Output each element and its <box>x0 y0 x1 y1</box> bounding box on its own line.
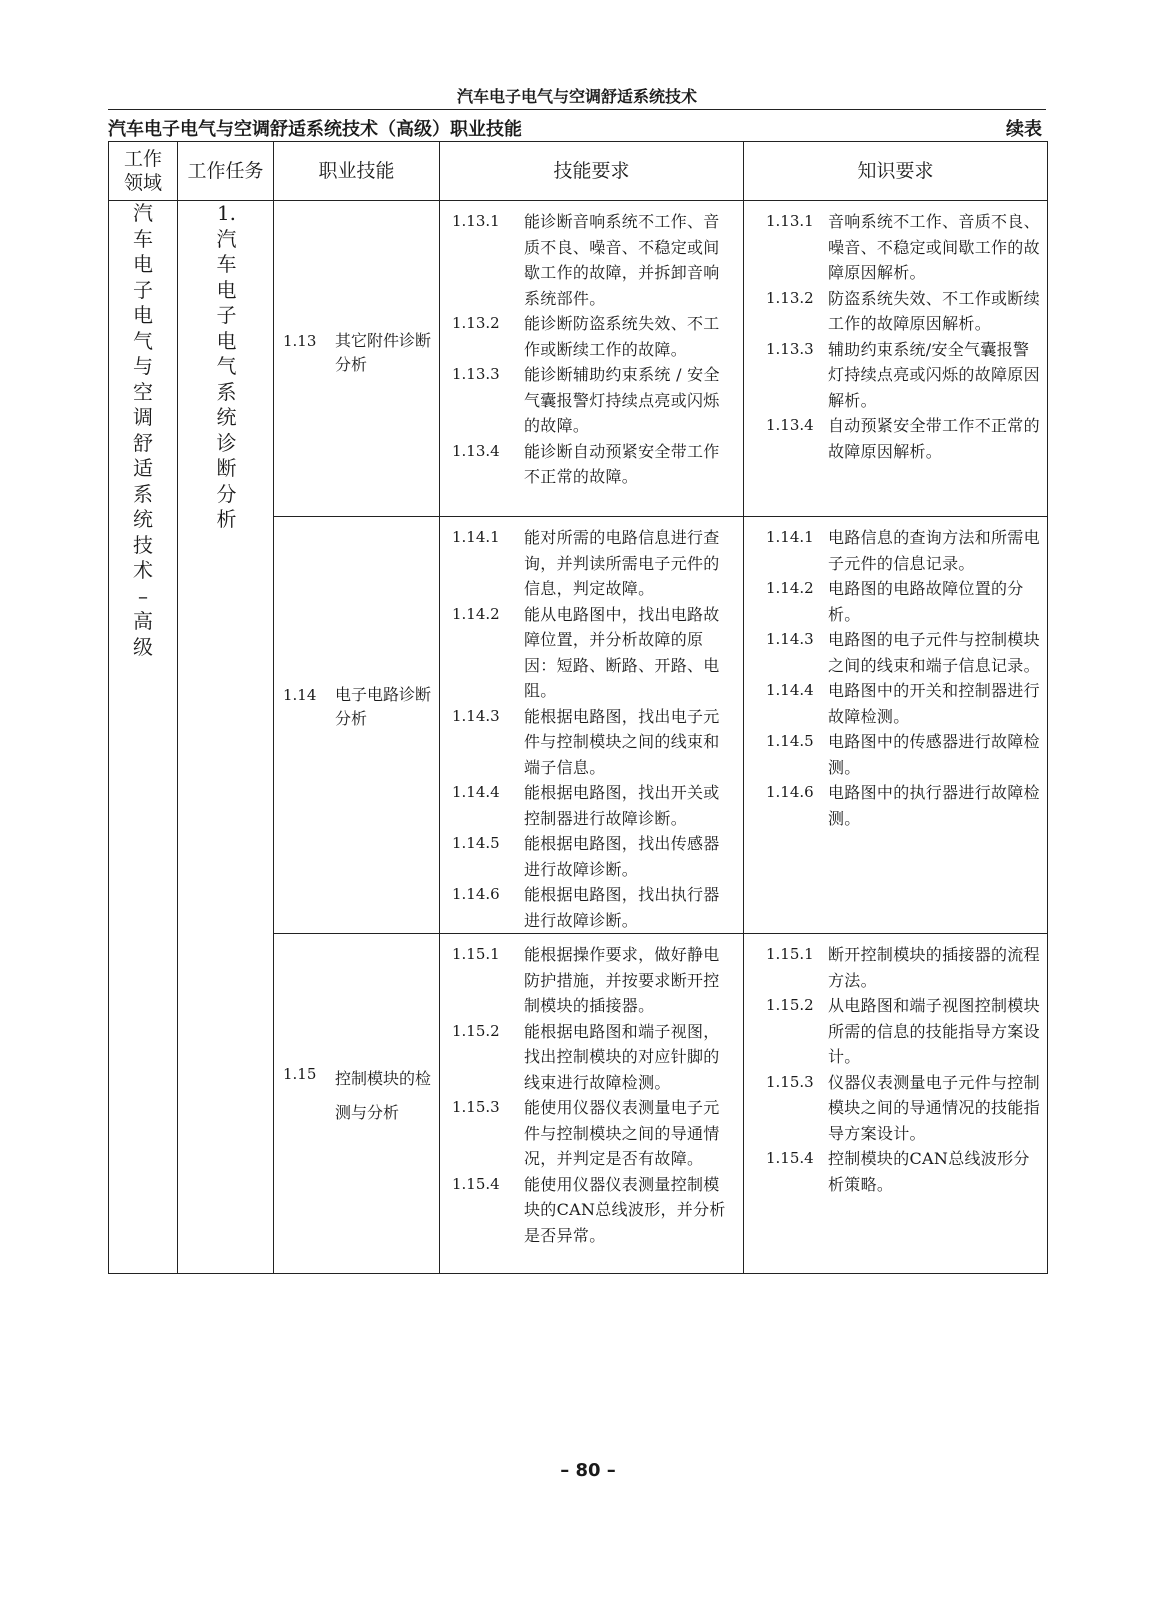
knowledge-req-text: 控制模块的CAN总线波形分析策略。 <box>828 1149 1030 1194</box>
knowledge-req-item <box>744 729 1047 780</box>
knowledge-req-text: 电路信息的查询方法和所需电子元件的信息记录。 <box>828 528 1040 573</box>
work-area-char: 调 <box>133 405 153 429</box>
knowledge-req-text: 辅助约束系统/安全气囊报警灯持续点亮或闪烁的故障原因解析。 <box>828 339 1040 410</box>
skill-req-number: 1.13.3 <box>452 365 500 383</box>
skill-req-number: 1.14.1 <box>452 528 500 546</box>
knowledge-req-cell <box>744 201 1048 517</box>
skill-req-item <box>440 1172 743 1249</box>
work-task-char: 汽 <box>216 226 237 251</box>
skill-req-item <box>440 882 743 933</box>
work-area-char: 统 <box>133 507 153 531</box>
skill-number: 1.15 <box>283 1065 317 1083</box>
knowledge-req-item <box>744 576 1047 627</box>
skill-req-item <box>440 439 743 490</box>
skill-number: 1.13 <box>283 332 317 350</box>
skill-req-text: 能根据电路图，找出传感器进行故障诊断。 <box>524 834 720 879</box>
work-task-char: 分 <box>216 481 237 506</box>
work-area-char: 电 <box>133 303 153 327</box>
skill-label: 电子电路诊断分析 <box>335 685 432 728</box>
knowledge-req-number: 1.14.6 <box>766 783 814 801</box>
knowledge-req-number: 1.15.3 <box>766 1072 814 1091</box>
skill-req-number: 1.15.3 <box>452 1098 500 1116</box>
skill-req-number: 1.14.5 <box>452 834 500 852</box>
skill-req-item <box>440 1095 743 1172</box>
skill-cell <box>274 517 440 934</box>
skill-req-text: 能对所需的电路信息进行查询，并判读所需电子元件的信息，判定故障。 <box>524 528 720 598</box>
knowledge-req-number: 1.14.1 <box>766 528 814 546</box>
knowledge-req-text: 从电路图和端子视图控制模块所需的信息的技能指导方案设计。 <box>828 996 1040 1066</box>
work-task-char: 1. <box>216 201 237 225</box>
knowledge-req-item <box>744 337 1047 414</box>
skill-label: 其它附件诊断分析 <box>335 331 432 374</box>
skill-req-item <box>440 209 743 311</box>
skill-req-number: 1.13.2 <box>452 314 500 332</box>
work-area-char: 系 <box>133 481 153 506</box>
skill-req-text: 能诊断自动预紧安全带工作不正常的故障。 <box>524 441 720 486</box>
skill-req-item <box>440 942 743 1019</box>
knowledge-req-number: 1.13.1 <box>766 212 814 230</box>
skill-req-number: 1.14.4 <box>452 783 500 801</box>
skill-cell <box>274 934 440 1274</box>
column-header-skill-req: 技能要求 <box>440 142 744 201</box>
work-area-char: 子 <box>133 277 153 302</box>
skill-req-number: 1.13.4 <box>452 441 500 460</box>
skill-req-number: 1.15.2 <box>452 1021 500 1040</box>
knowledge-req-item <box>744 1070 1047 1147</box>
work-area-char: 适 <box>133 456 153 480</box>
work-area-char: 高 <box>133 609 153 633</box>
knowledge-req-text: 电路图中的传感器进行故障检测。 <box>828 732 1040 777</box>
skill-req-text: 能诊断辅助约束系统 / 安全气囊报警灯持续点亮或闪烁的故障。 <box>524 365 720 435</box>
work-task-char: 子 <box>216 303 237 327</box>
page-number: – 80 – <box>560 1460 616 1481</box>
column-header-knowledge-req: 知识要求 <box>744 142 1048 201</box>
knowledge-req-text: 电路图的电路故障位置的分析。 <box>828 579 1024 624</box>
work-area-text <box>109 201 177 660</box>
work-area-char: 技 <box>133 532 153 557</box>
knowledge-req-text: 防盗系统失效、不工作或断续工作的故障原因解析。 <box>828 288 1040 333</box>
knowledge-req-text: 仪器仪表测量电子元件与控制模块之间的导通情况的技能指导方案设计。 <box>828 1072 1040 1143</box>
knowledge-req-item <box>744 993 1047 1070</box>
work-area-char: 汽 <box>133 201 153 225</box>
skill-req-number: 1.15.1 <box>452 945 500 963</box>
running-header: 汽车电子电气与空调舒适系统技术 <box>456 87 697 106</box>
work-task-char: 系 <box>216 379 237 404</box>
table-title-bar <box>108 115 1042 141</box>
knowledge-req-text: 自动预紧安全带工作不正常的故障原因解析。 <box>828 416 1040 461</box>
work-task-char: 断 <box>216 456 237 480</box>
skill-number: 1.14 <box>283 686 317 704</box>
work-task-char: 车 <box>216 252 237 276</box>
knowledge-req-text: 电路图中的执行器进行故障检测。 <box>828 783 1040 828</box>
table-header-row <box>109 142 1048 201</box>
knowledge-req-cell <box>744 934 1048 1274</box>
column-header-task: 工作任务 <box>178 142 274 201</box>
skill-name <box>274 329 439 377</box>
table-row <box>109 201 1048 517</box>
skill-req-text: 能使用仪器仪表测量控制模块的CAN总线波形，并分析是否异常。 <box>524 1174 726 1245</box>
knowledge-req-text: 电路图的电子元件与控制模块之间的线束和端子信息记录。 <box>828 630 1040 675</box>
work-task-char: 电 <box>216 277 237 302</box>
skill-req-number: 1.15.4 <box>452 1174 500 1193</box>
skill-req-item <box>440 525 743 602</box>
skill-req-item <box>440 362 743 439</box>
work-area-char: 与 <box>133 354 153 378</box>
work-area-char: 舒 <box>133 430 153 455</box>
knowledge-req-number: 1.14.4 <box>766 681 814 699</box>
knowledge-req-text: 断开控制模块的插接器的流程方法。 <box>828 945 1040 990</box>
table-title: 汽车电子电气与空调舒适系统技术（高级）职业技能 <box>108 119 522 140</box>
knowledge-req-text: 音响系统不工作、音质不良、噪音、不稳定或间歇工作的故障原因解析。 <box>828 212 1040 282</box>
knowledge-req-number: 1.15.4 <box>766 1149 814 1167</box>
knowledge-req-text: 电路图中的开关和控制器进行故障检测。 <box>828 681 1040 726</box>
skill-req-item <box>440 311 743 362</box>
knowledge-req-item <box>744 1146 1047 1197</box>
work-task-char: 析 <box>216 507 237 531</box>
skill-req-number: 1.13.1 <box>452 212 500 230</box>
work-area-char: 电 <box>133 252 153 276</box>
work-area-char: 车 <box>133 226 153 251</box>
skill-req-number: 1.14.6 <box>452 885 500 903</box>
skill-cell <box>274 201 440 517</box>
column-header-skill: 职业技能 <box>274 142 440 201</box>
skill-req-text: 能根据电路图，找出开关或控制器进行故障诊断。 <box>524 783 720 828</box>
work-task-cell <box>178 201 274 1274</box>
skill-req-text: 能根据电路图，找出执行器进行故障诊断。 <box>524 885 720 930</box>
knowledge-req-number: 1.14.5 <box>766 732 814 750</box>
skill-req-text: 能诊断防盗系统失效、不工作或断续工作的故障。 <box>524 314 720 359</box>
work-area-char: 级 <box>133 634 153 659</box>
skills-table <box>108 141 1048 1274</box>
skill-req-text: 能根据操作要求，做好静电防护措施，并按要求断开控制模块的插接器。 <box>524 945 720 1015</box>
work-area-char: – <box>138 583 148 608</box>
skill-req-text: 能根据电路图和端子视图，找出控制模块的对应针脚的线束进行故障检测。 <box>524 1021 720 1092</box>
skill-req-item <box>440 831 743 882</box>
column-header-area <box>109 142 178 201</box>
skill-name <box>274 683 439 731</box>
skill-req-item <box>440 1019 743 1096</box>
work-task-char: 电 <box>216 328 237 353</box>
knowledge-req-cell <box>744 517 1048 934</box>
knowledge-req-number: 1.14.3 <box>766 630 814 648</box>
knowledge-req-item <box>744 627 1047 678</box>
skill-name <box>274 1062 439 1130</box>
knowledge-req-item <box>744 942 1047 993</box>
skill-req-cell <box>440 201 744 517</box>
skill-label: 控制模块的检测与分析 <box>335 1069 432 1122</box>
work-task-char: 统 <box>216 405 237 429</box>
knowledge-req-number: 1.13.3 <box>766 339 814 358</box>
knowledge-req-item <box>744 286 1047 337</box>
knowledge-req-item <box>744 209 1047 286</box>
skill-req-cell <box>440 517 744 934</box>
work-area-cell <box>109 201 178 1274</box>
work-task-char: 诊 <box>216 430 237 455</box>
skill-req-item <box>440 602 743 704</box>
skill-req-text: 能根据电路图，找出电子元件与控制模块之间的线束和端子信息。 <box>524 706 720 777</box>
knowledge-req-item <box>744 413 1047 464</box>
skill-req-item <box>440 704 743 781</box>
work-task-text <box>178 201 273 533</box>
work-area-char: 空 <box>133 379 153 404</box>
skill-req-cell <box>440 934 744 1274</box>
knowledge-req-item <box>744 678 1047 729</box>
table-body <box>109 201 1048 1274</box>
knowledge-req-number: 1.13.2 <box>766 288 814 307</box>
skill-req-number: 1.14.2 <box>452 604 500 623</box>
skill-req-item <box>440 780 743 831</box>
work-area-char: 气 <box>133 328 153 353</box>
knowledge-req-item <box>744 525 1047 576</box>
knowledge-req-number: 1.13.4 <box>766 416 814 434</box>
knowledge-req-item <box>744 780 1047 831</box>
work-area-char: 术 <box>133 558 153 582</box>
skill-req-text: 能使用仪器仪表测量电子元件与控制模块之间的导通情况，并判定是否有故障。 <box>524 1098 720 1168</box>
continued-label: 续表 <box>1006 119 1042 140</box>
knowledge-req-number: 1.14.2 <box>766 579 814 597</box>
work-task-char: 气 <box>216 354 237 378</box>
knowledge-req-number: 1.15.1 <box>766 945 814 963</box>
skill-req-text: 能从电路图中，找出电路故障位置，并分析故障的原因：短路、断路、开路、电阻。 <box>524 604 720 700</box>
header-rule <box>108 109 1046 110</box>
skill-req-number: 1.14.3 <box>452 706 500 725</box>
skill-req-text: 能诊断音响系统不工作、音质不良、噪音、不稳定或间歇工作的故障，并拆卸音响系统部件。 <box>524 212 720 308</box>
knowledge-req-number: 1.15.2 <box>766 996 814 1014</box>
column-header-area-label: 工作领域 <box>123 148 162 194</box>
